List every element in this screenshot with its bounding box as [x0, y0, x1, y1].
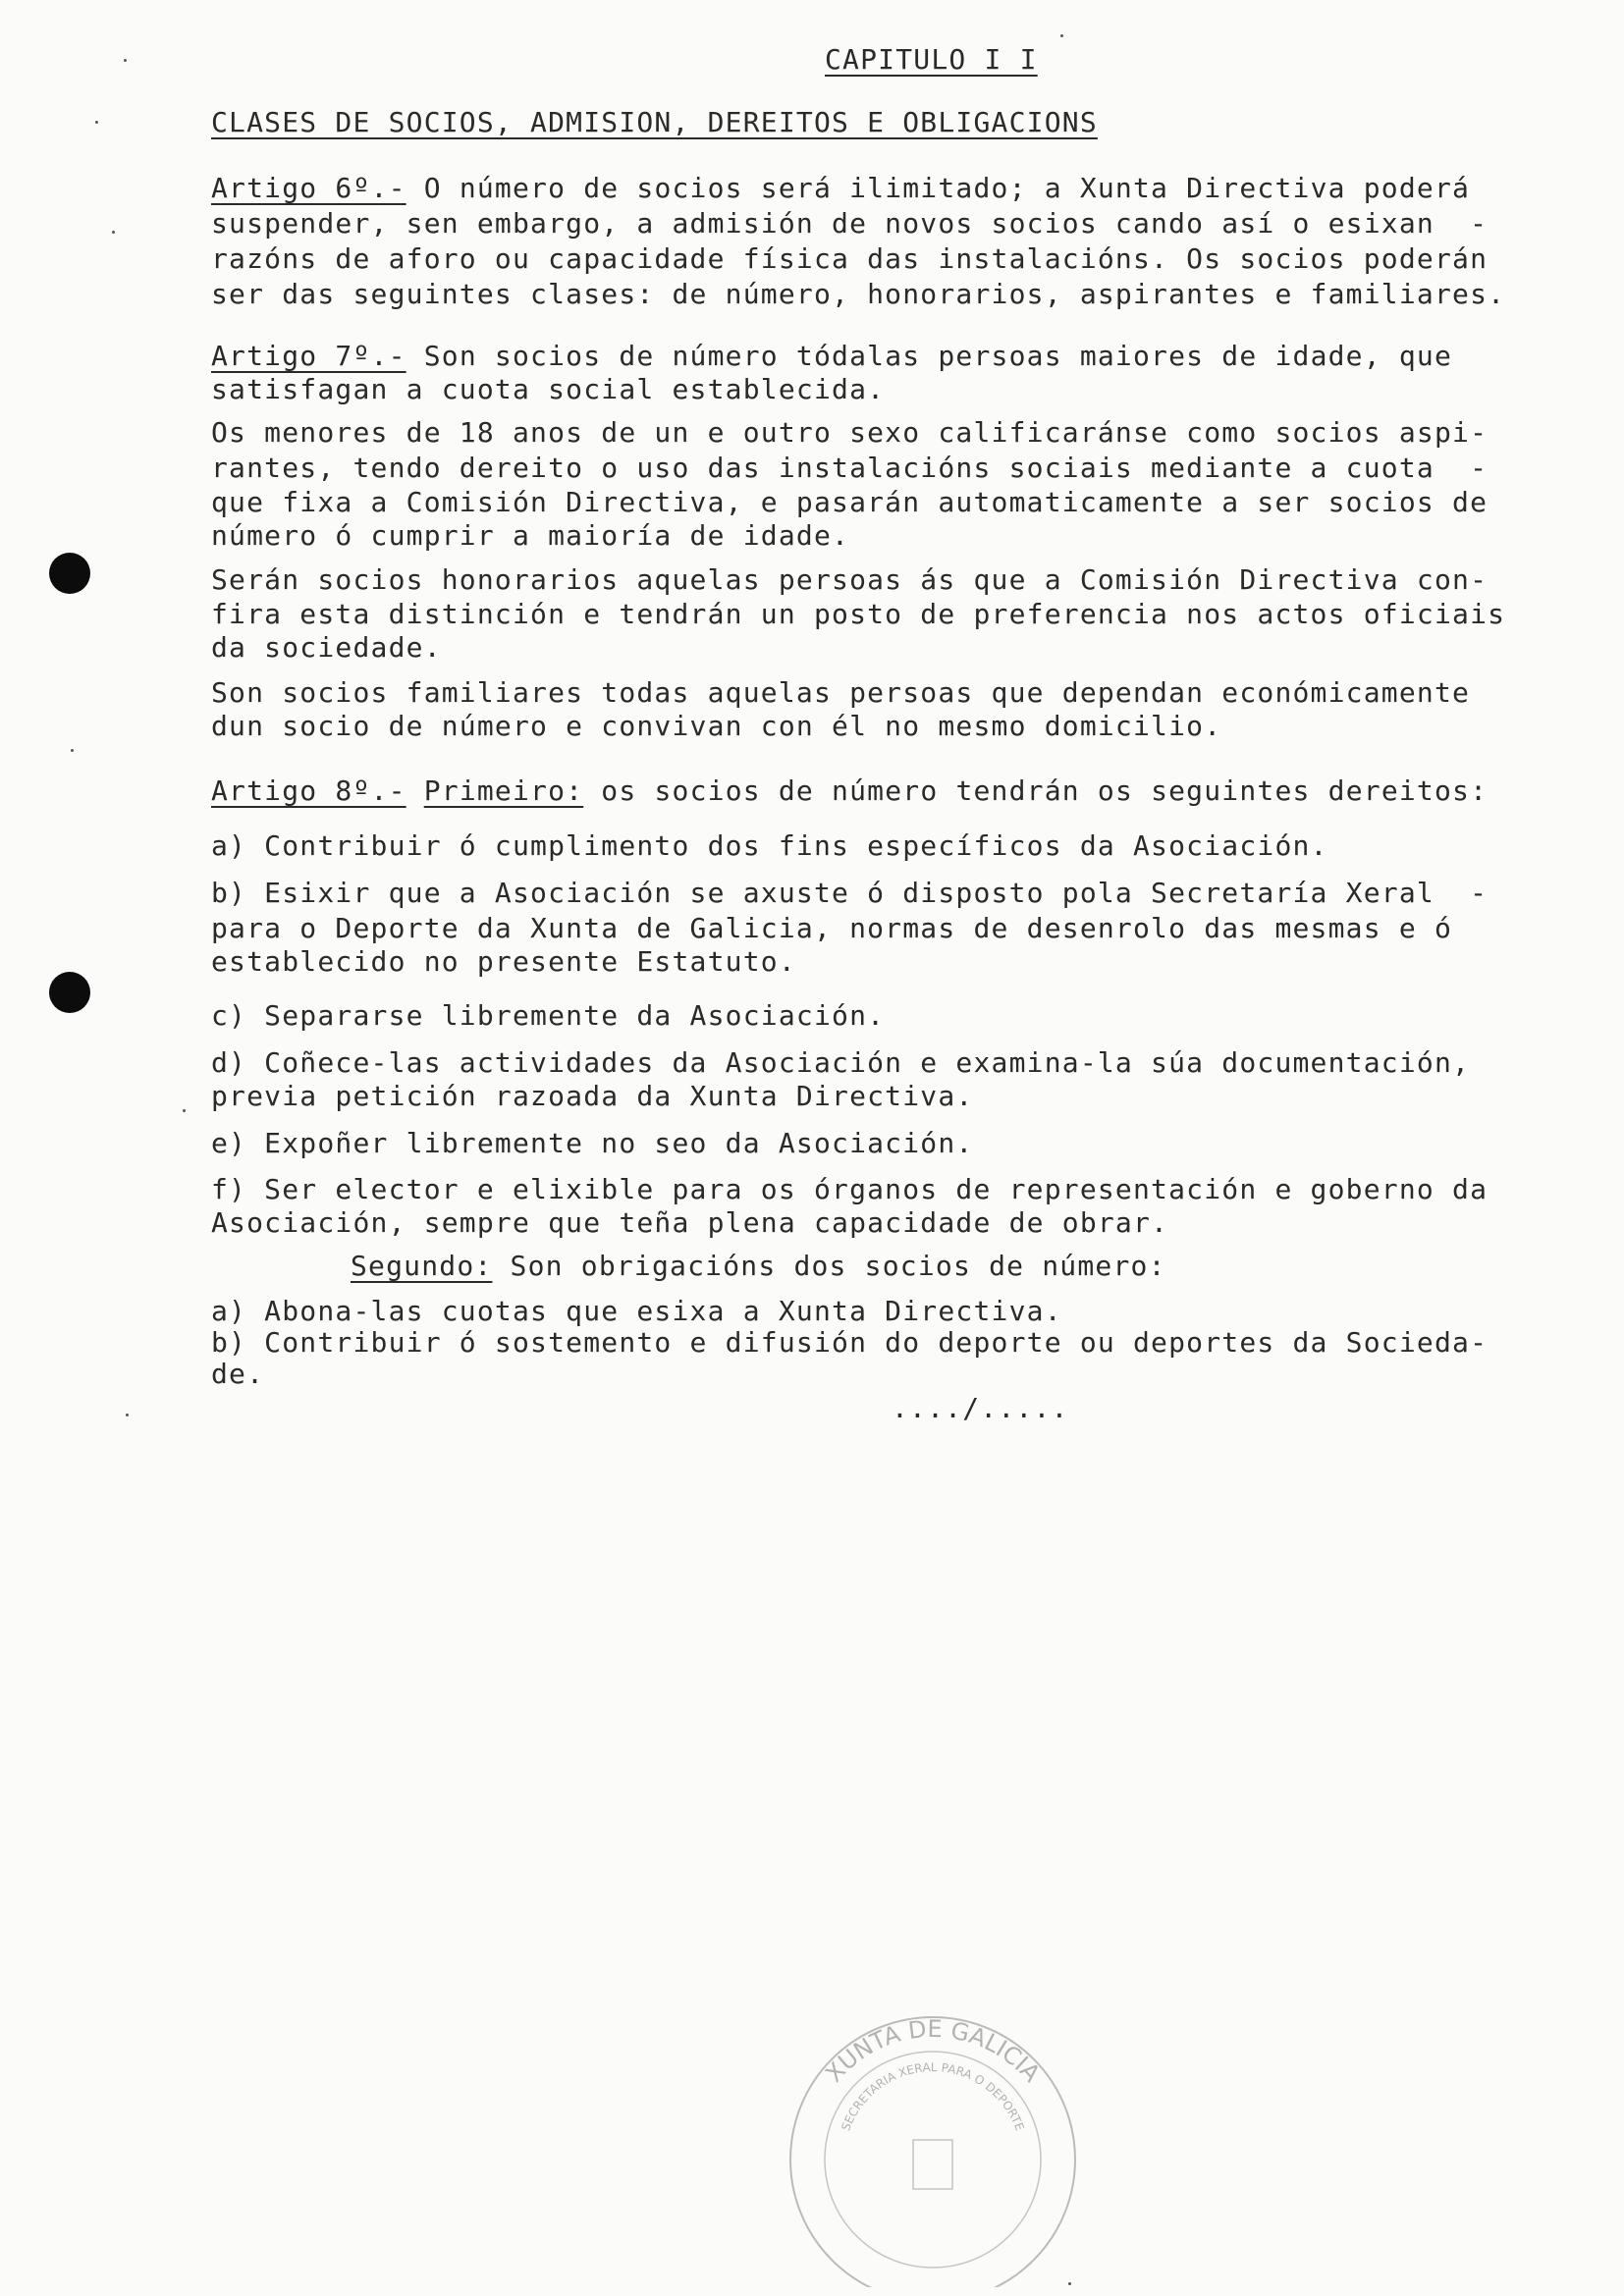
- right-item: previa petición razoada da Xunta Directiva.: [211, 1080, 974, 1112]
- right-item: b) Esixir que a Asociación se axuste ó disposto pola Secretaría Xeral -: [211, 877, 1489, 909]
- speck: [112, 231, 115, 234]
- segundo-line: Segundo: Son obrigacións dos socios de número:: [351, 1250, 1166, 1282]
- art7-line: Artigo 7º.- Son socios de número tódalas persoas maiores de idade, que: [211, 340, 1453, 372]
- art6-line: razóns de aforo ou capacidade física das instalacións. Os socios poderán: [211, 242, 1489, 275]
- speck: [1060, 34, 1063, 37]
- speck: [124, 59, 127, 62]
- punch-hole: [49, 553, 90, 594]
- right-item: a) Contribuir ó cumplimento dos fins específicos da Asociación.: [211, 829, 1328, 862]
- speck: [183, 1109, 186, 1112]
- art7-paragraph-line: Os menores de 18 anos de un e outro sexo calificaránse como socios aspi-: [211, 416, 1489, 449]
- art6-line: Artigo 6º.- O número de socios será ilimitado; a Xunta Directiva poderá: [211, 172, 1471, 204]
- right-item: f) Ser elector e elixible para os órganos de representación e goberno da: [211, 1173, 1489, 1205]
- chapter-title: CAPITULO I I: [825, 43, 1038, 76]
- art7-paragraph-line: da sociedade.: [211, 631, 442, 664]
- right-item: establecido no presente Estatuto.: [211, 945, 796, 978]
- speck: [71, 749, 74, 752]
- art7-paragraph-line: fira esta distinción e tendrán un posto de preferencia nos actos oficiais: [211, 598, 1506, 630]
- obligation-item: de.: [211, 1358, 265, 1390]
- art7-paragraph-line: Son socios familiares todas aquelas persoas que dependan económicamente: [211, 676, 1471, 709]
- art7-paragraph-line: número ó cumprir a maioría de idade.: [211, 519, 850, 552]
- speck: [126, 1414, 129, 1416]
- right-item: e) Expoñer libremente no seo da Asociación.: [211, 1127, 974, 1159]
- article-label: Artigo 6º.-: [211, 172, 406, 204]
- article-label: Artigo 8º.-: [211, 774, 406, 807]
- art7-line: satisfagan a cuota social establecida.: [211, 373, 886, 405]
- right-item: para o Deporte da Xunta de Galicia, normas de desenrolo das mesmas e ó: [211, 912, 1453, 944]
- obligation-item: a) Abona-las cuotas que esixa a Xunta Directiva.: [211, 1295, 1062, 1327]
- art7-paragraph-line: dun socio de número e convivan con él no mesmo domicilio.: [211, 710, 1222, 742]
- punch-hole: [49, 972, 90, 1013]
- right-item: Asociación, sempre que teña plena capacidade de obrar.: [211, 1206, 1169, 1239]
- art8-line: Artigo 8º.- Primeiro: os socios de número tendrán os seguintes dereitos:: [211, 774, 1489, 807]
- right-item: c) Separarse libremente da Asociación.: [211, 999, 886, 1032]
- art6-line: ser das seguintes clases: de número, honorarios, aspirantes e familiares.: [211, 278, 1506, 310]
- obligation-item: b) Contribuir ó sostemento e difusión do deporte ou deportes da Socieda-: [211, 1326, 1489, 1359]
- art7-paragraph-line: que fixa a Comisión Directiva, e pasarán automaticamente a ser socios de: [211, 486, 1489, 518]
- section-heading: CLASES DE SOCIOS, ADMISION, DEREITOS E OBLIGACIONS: [211, 106, 1098, 138]
- primeiro-label: Primeiro:: [423, 774, 584, 807]
- stamp-inner-text: SECRETARIA XERAL PARA O DEPORTE: [839, 2059, 1027, 2133]
- continuation-mark: ..../.....: [892, 1392, 1069, 1424]
- speck: [1068, 2282, 1071, 2285]
- art6-line: suspender, sen embargo, a admisión de novos socios cando así o esixan -: [211, 207, 1489, 240]
- stamp-outer-text: XUNTA DE GALICIA: [820, 2014, 1046, 2088]
- article-label: Artigo 7º.-: [211, 340, 406, 372]
- segundo-label: Segundo:: [351, 1250, 493, 1282]
- speck: [95, 121, 98, 124]
- art7-paragraph-line: rantes, tendo dereito o uso das instalacións sociais mediante a cuota -: [211, 452, 1489, 484]
- art7-paragraph-line: Serán socios honorarios aquelas persoas ás que a Comisión Directiva con-: [211, 563, 1489, 596]
- right-item: d) Coñece-las actividades da Asociación e examina-la súa documentación,: [211, 1046, 1471, 1079]
- official-stamp: [771, 1993, 1095, 2287]
